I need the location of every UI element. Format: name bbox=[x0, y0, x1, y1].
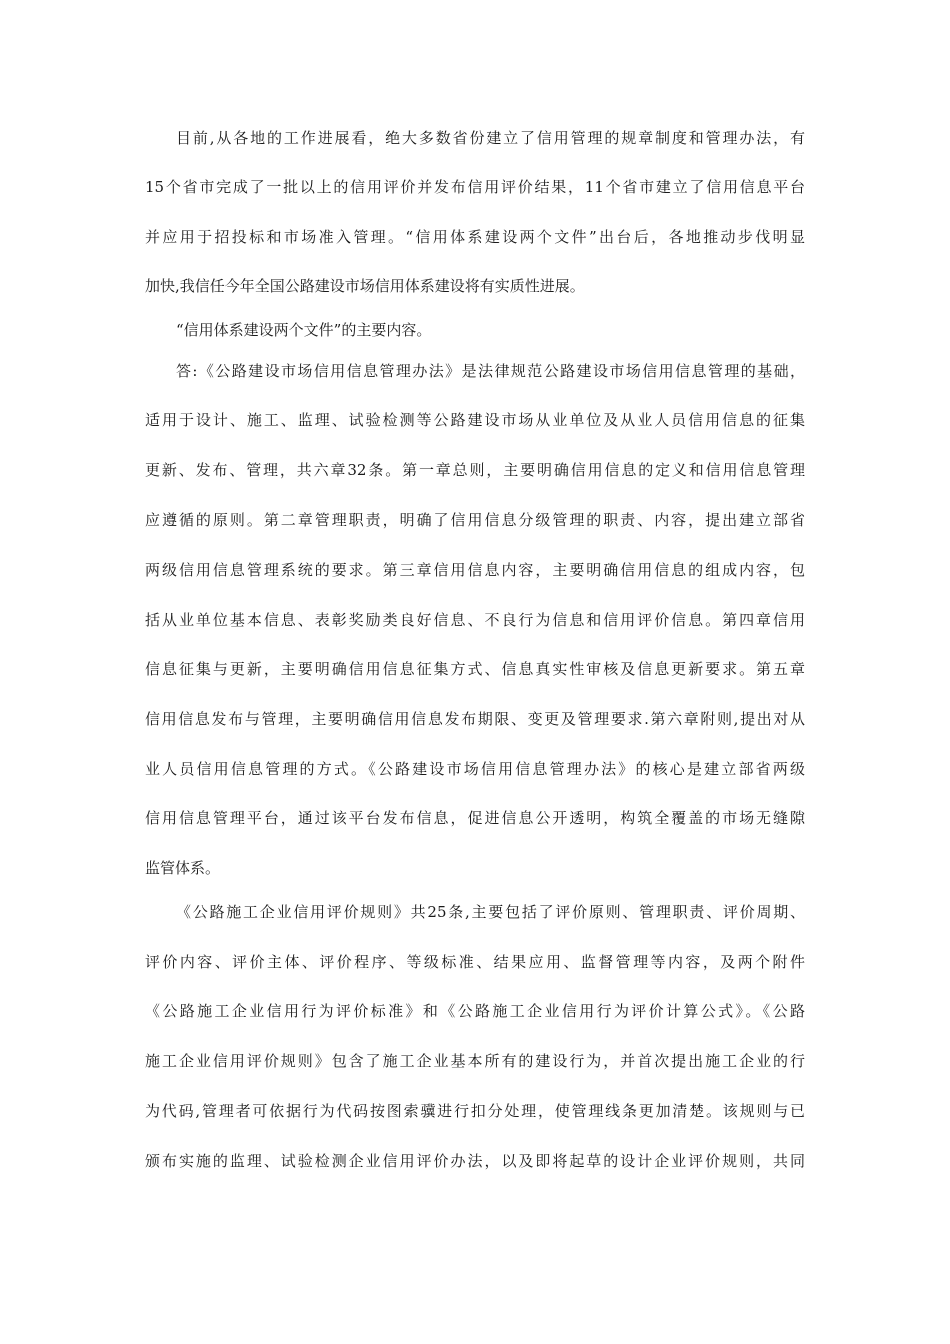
text-line: 目前,从各地的工作进展看，绝大多数省份建立了信用管理的规章制度和管理办法，有 bbox=[176, 129, 805, 147]
text-line: 为代码,管理者可依据行为代码按图索骥进行扣分处理，使管理线条更加清楚。该规则与已 bbox=[145, 1102, 805, 1120]
text-line: 适用于设计、施工、监理、试验检测等公路建设市场从业单位及从业人员信用信息的征集 bbox=[145, 411, 805, 429]
text-line: 业人员信用信息管理的方式。《公路建设市场信用信息管理办法》的核心是建立部省两级 bbox=[145, 760, 805, 778]
text-line: 信息征集与更新，主要明确信用信息征集方式、信息真实性审核及信息更新要求。第五章 bbox=[145, 660, 805, 678]
text-line: 《公路施工企业信用评价规则》共25条,主要包括了评价原则、管理职责、评价周期、 bbox=[176, 903, 805, 921]
text-line: 颁布实施的监理、试验检测企业信用评价办法，以及即将起草的设计企业评价规则，共同 bbox=[145, 1152, 805, 1170]
text-line: 信用信息管理平台，通过该平台发布信息，促进信息公开透明，构筑全覆盖的市场无缝隙 bbox=[145, 809, 805, 827]
text-line: 评价内容、评价主体、评价程序、等级标准、结果应用、监督管理等内容，及两个附件 bbox=[145, 953, 805, 971]
text-line: 施工企业信用评价规则》包含了施工企业基本所有的建设行为，并首次提出施工企业的行 bbox=[145, 1052, 805, 1070]
text-line: 应遵循的原则。第二章管理职责，明确了信用信息分级管理的职责、内容，提出建立部省 bbox=[145, 511, 805, 529]
text-line: “信用体系建设两个文件”的主要内容。 bbox=[176, 321, 432, 339]
text-line: 两级信用信息管理系统的要求。第三章信用信息内容，主要明确信用信息的组成内容，包 bbox=[145, 561, 805, 579]
text-line: 监管体系。 bbox=[145, 859, 221, 877]
text-line: 信用信息发布与管理，主要明确信用信息发布期限、变更及管理要求.第六章附则,提出对从 bbox=[145, 710, 805, 728]
text-line: 并应用于招投标和市场准入管理。“信用体系建设两个文件”出台后，各地推动步伐明显 bbox=[145, 228, 805, 246]
text-line: 加快,我信任今年全国公路建设市场信用体系建设将有实质性进展。 bbox=[145, 277, 585, 295]
text-line: 《公路施工企业信用行为评价标准》和《公路施工企业信用行为评价计算公式》。《公路 bbox=[145, 1002, 805, 1020]
text-line: 更新、发布、管理，共六章32条。第一章总则，主要明确信用信息的定义和信用信息管理 bbox=[145, 461, 805, 479]
text-line: 15个省市完成了一批以上的信用评价并发布信用评价结果，11个省市建立了信用信息平台 bbox=[145, 178, 805, 196]
text-line: 答:《公路建设市场信用信息管理办法》是法律规范公路建设市场信用信息管理的基础， bbox=[176, 362, 805, 380]
text-line: 括从业单位基本信息、表彰奖励类良好信息、不良行为信息和信用评价信息。第四章信用 bbox=[145, 611, 805, 629]
